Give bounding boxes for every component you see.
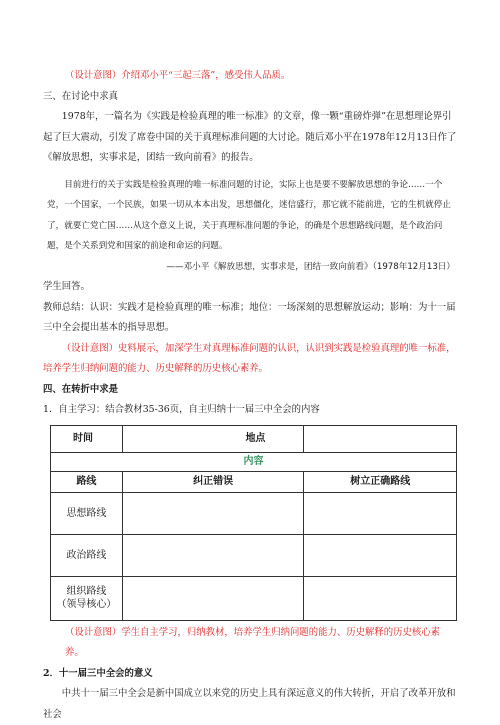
- ideological-route-label: 思想路线: [51, 492, 123, 534]
- time-header: 时间: [51, 425, 123, 452]
- organizational-establish-cell[interactable]: [304, 576, 457, 620]
- teacher-summary: 教师总结：认识：实践才是检验真理的唯一标准；地位：一场深刻的思想解放运动；影响：为十一届三中全会提出基本的指导思想。: [43, 301, 456, 333]
- design-intent-3: （设计意图）学生自主学习，归纳教材，培养学生归纳问题的能力、历史解释的历史核心素养。: [65, 626, 441, 658]
- political-correct-cell[interactable]: [122, 534, 304, 576]
- ideological-correct-cell[interactable]: [122, 492, 304, 534]
- organizational-route-name: 组织路线: [66, 586, 107, 597]
- correct-errors-column-header: 纠正错误: [122, 471, 304, 492]
- quote-source: ——邓小平《解放思想，实事求是，团结一致向前看》（1978年12月13日）: [166, 261, 455, 272]
- student-answer: 学生回答。: [43, 281, 90, 292]
- design-intent-2: （设计意图）史料展示，加深学生对真理标准问题的认识，认识到实践是检验真理的唯一标准，培养学生归纳问题的能力、历史解释的历史核心素养。: [43, 342, 456, 374]
- content-header: 内容: [51, 452, 457, 471]
- intro-paragraph: 1978年，一篇名为《实践是检验真理的唯一标准》的文章，像一颗“重磅炸弹”在思想理论界引起了巨大震动，引发了席卷中国的关于真理标准问题的大讨论。随后邓小平在1978年12月13日作了《解放思想，实事求是，团结一致向前看》的报告。: [43, 111, 457, 163]
- section-3-heading: 三、在讨论中求真: [43, 90, 119, 102]
- organizational-correct-cell[interactable]: [122, 576, 304, 620]
- final-paragraph: 中共十一届三中全会是新中国成立以来党的历史上具有深远意义的伟大转折，开启了改革开放和社会: [43, 688, 456, 720]
- time-value-cell[interactable]: [122, 425, 304, 452]
- task-2: 2．十一届三中全会的意义: [43, 667, 153, 679]
- section-4-heading: 四、在转折中求是: [43, 383, 119, 395]
- place-header: 地点: [245, 433, 266, 444]
- meeting-content-table: [50, 425, 457, 621]
- establish-route-column-header: 树立正确路线: [304, 471, 457, 492]
- political-route-label: 政治路线: [51, 534, 123, 576]
- ideological-establish-cell[interactable]: [304, 492, 457, 534]
- task-1: 1．自主学习：结合教材35-36页，自主归纳十一届三中全会的内容: [43, 404, 320, 415]
- design-intent-1: （设计意图）介绍邓小平“三起三落”，感受伟人品质。: [65, 70, 291, 81]
- organizational-route-label: [51, 576, 123, 620]
- place-value-cell[interactable]: [304, 425, 457, 452]
- organizational-route-sub: （领导核心）: [56, 599, 117, 610]
- route-column-header: 路线: [51, 471, 123, 492]
- quote-text: 目前进行的关于实践是检验真理的唯一标准问题的讨论，实际上也是要不要解放思想的争论……一个党，一个国家，一个民族，如果一切从本本出发，思想僵化，迷信盛行，那它就不能前进，它的生机就停止了，就要亡党亡国……从这个意义上说，关于真理标准问题的争论，的确是个思想路线问题，是个政治问题，是个关系到党和国家的前途和命运的问题。: [47, 179, 451, 251]
- political-establish-cell[interactable]: [304, 534, 457, 576]
